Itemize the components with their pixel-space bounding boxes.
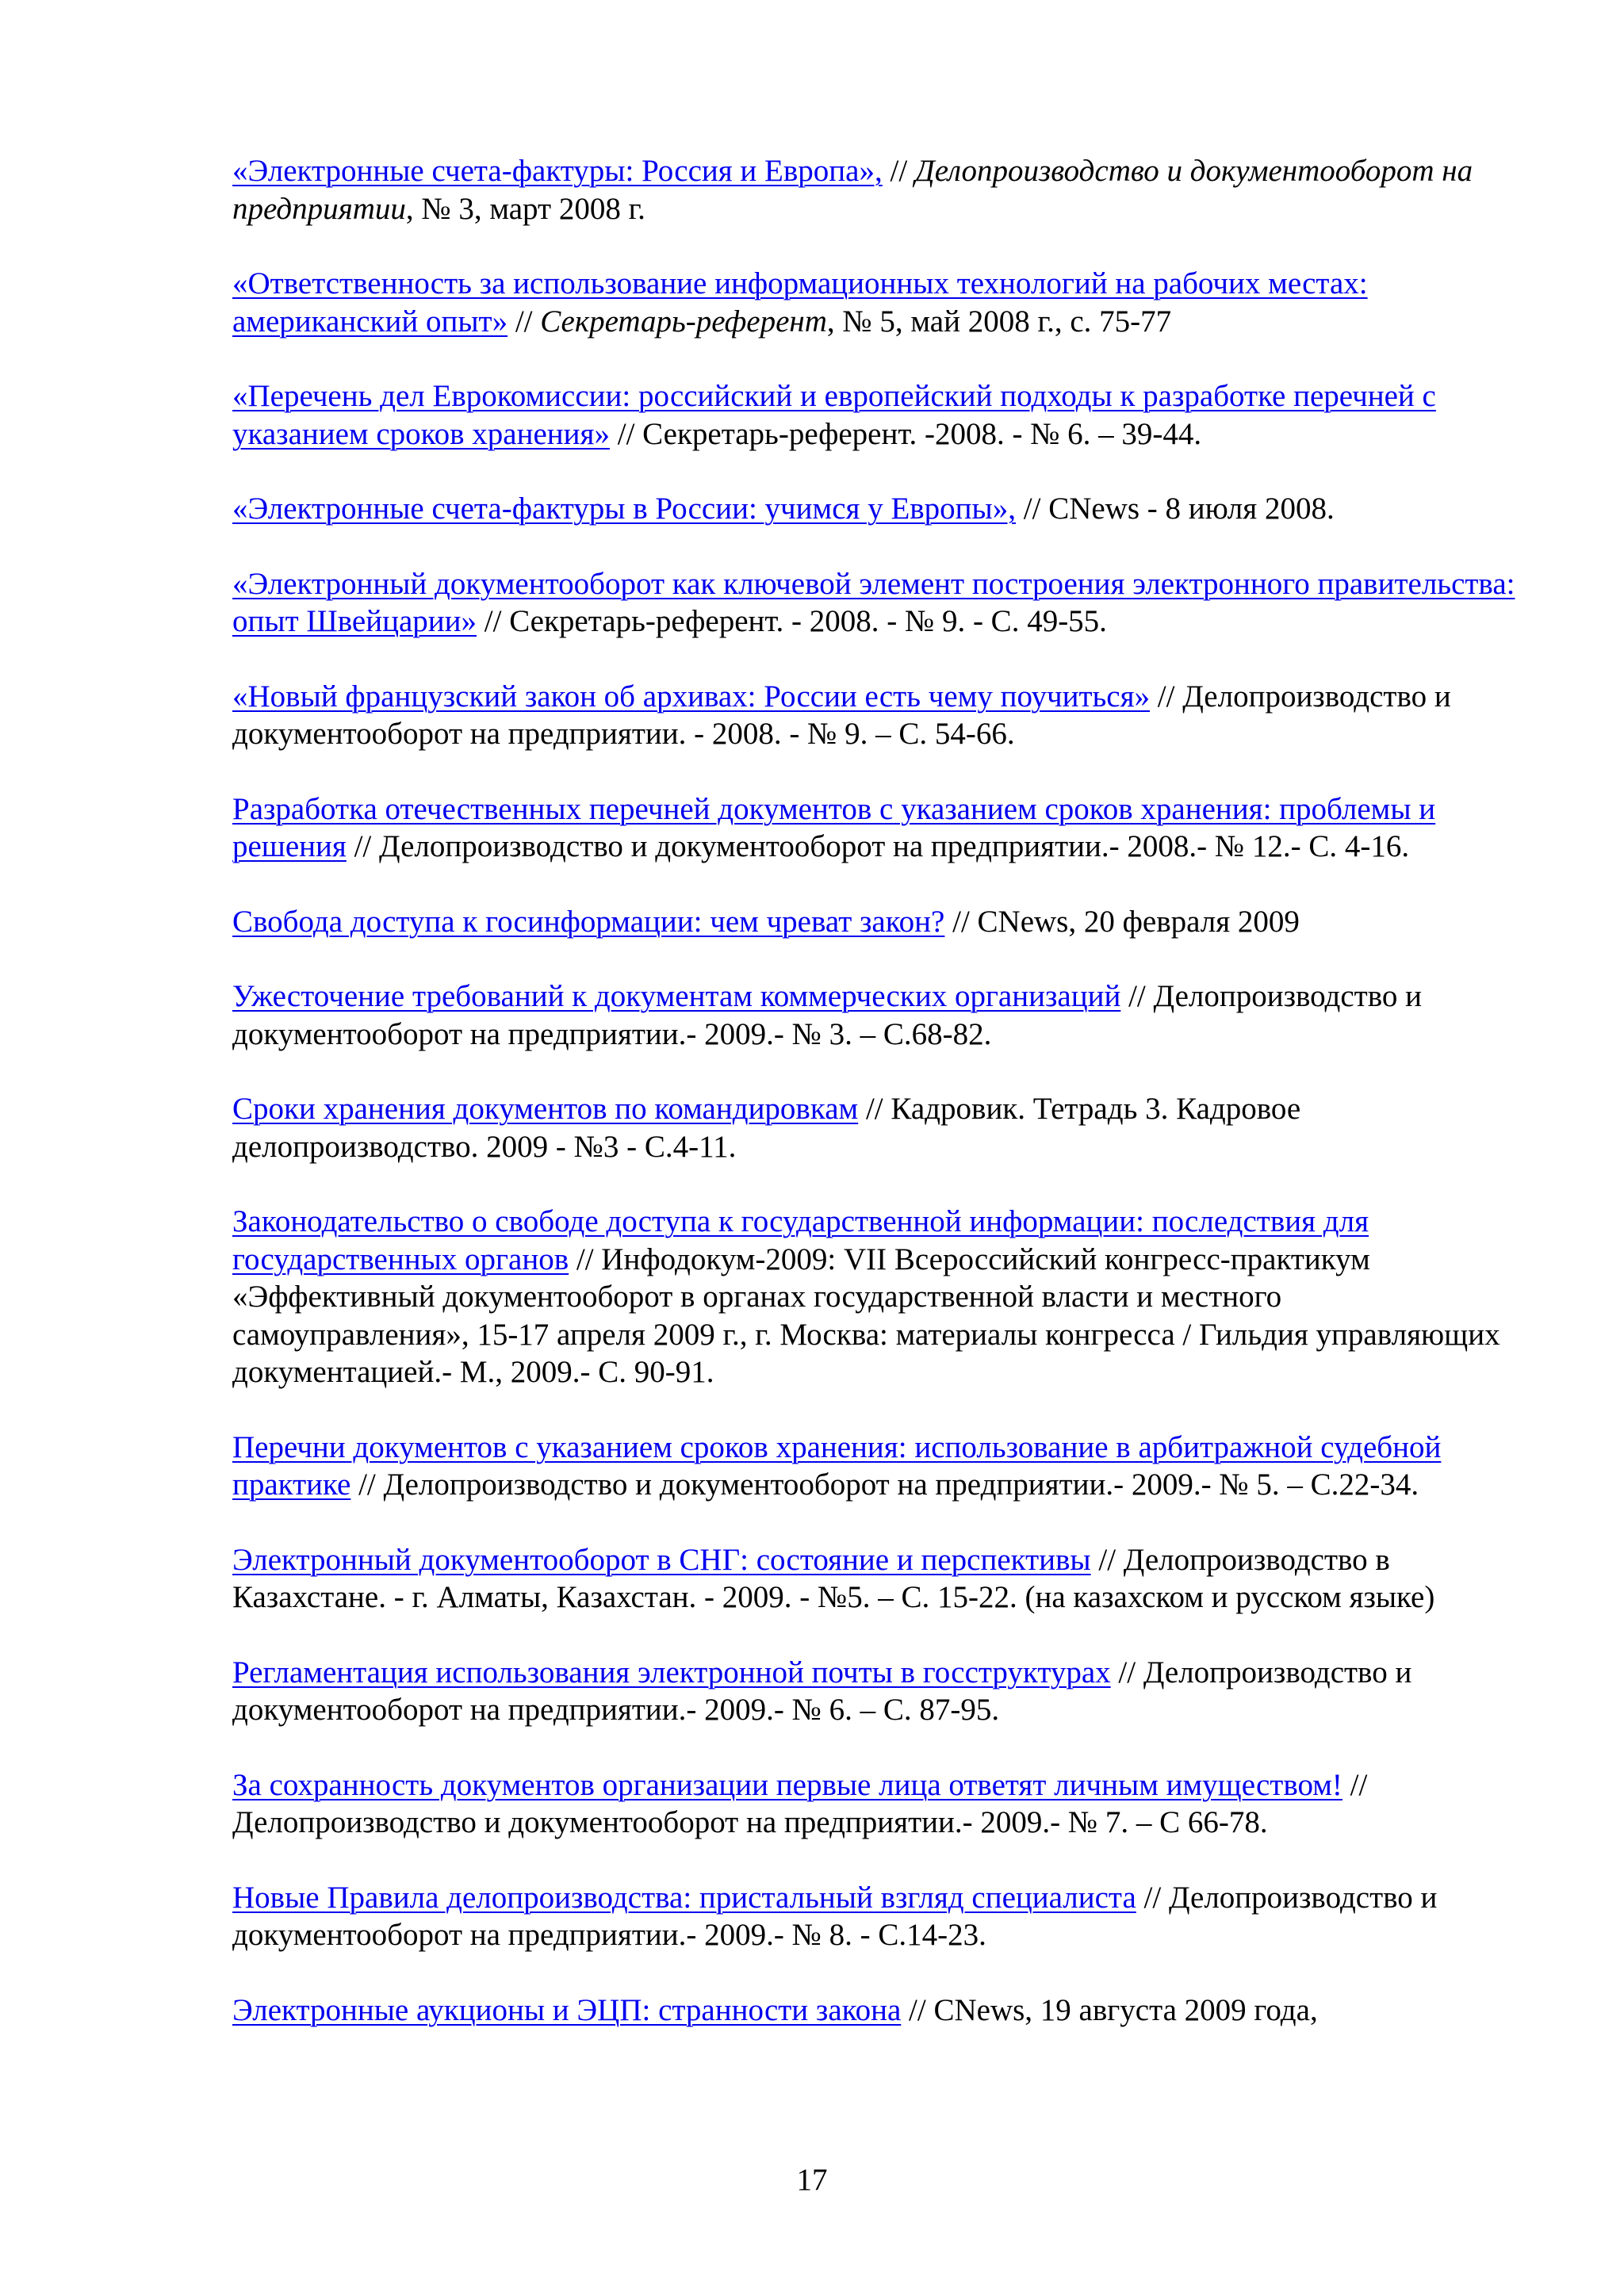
article-link[interactable]: Электронный документооборот в СНГ: состояние и перспективы bbox=[232, 1542, 1091, 1577]
bibliography-entry bbox=[232, 1766, 1517, 1842]
article-link[interactable]: «Электронный документооборот как ключевой элемент построения электронного правительства: опыт Швейцарии» bbox=[232, 566, 1515, 638]
page-number: 17 bbox=[796, 2163, 828, 2197]
separator: // bbox=[882, 154, 915, 188]
citation-details: Инфодокум-2009: VII Всероссийский конгресс-практикум «Эффективный документооборот в органах государственной власти и местного самоуправления», 15-17 апреля 2009 г., г. Москва: материалы конгресса / Гильдия управляющих документацией.- М., 2009.- С. 90-91. bbox=[232, 1242, 1500, 1389]
bibliography-entry bbox=[232, 903, 1517, 941]
separator: // bbox=[1016, 492, 1049, 526]
article-link[interactable]: «Электронные счета-фактуры: Россия и Европа», bbox=[232, 154, 883, 188]
separator: // bbox=[1150, 679, 1183, 714]
bibliography-list bbox=[232, 152, 1517, 2066]
citation-details: CNews, 20 февраля 2009 bbox=[977, 904, 1300, 939]
citation-details: Делопроизводство и документооборот на предприятии.- 2009.- № 8. - С.14-23. bbox=[232, 1880, 1438, 1952]
bibliography-entry bbox=[232, 1541, 1517, 1617]
citation-details: CNews - 8 июля 2008. bbox=[1048, 492, 1335, 526]
bibliography-entry bbox=[232, 1429, 1517, 1504]
article-link[interactable]: «Новый французский закон об архивах: России есть чему поучиться» bbox=[232, 679, 1151, 714]
article-link[interactable]: Электронные аукционы и ЭЦП: странности закона bbox=[232, 1992, 902, 2027]
separator: // bbox=[858, 1092, 891, 1126]
article-link[interactable]: Разработка отечественных перечней документов с указанием сроков хранения: проблемы и решения bbox=[232, 791, 1436, 863]
article-link[interactable]: Перечни документов с указанием сроков хранения: использование в арбитражной судебной практике bbox=[232, 1429, 1442, 1502]
citation-details: Делопроизводство в Казахстане. - г. Алматы, Казахстан. - 2009. - №5. – С. 15-22. (на казахском и русском языке) bbox=[232, 1542, 1435, 1614]
separator: // bbox=[350, 1468, 384, 1502]
separator: // bbox=[609, 416, 643, 451]
bibliography-entry bbox=[232, 678, 1517, 753]
bibliography-entry bbox=[232, 265, 1517, 340]
bibliography-entry bbox=[232, 1992, 1517, 2030]
separator: // bbox=[1120, 979, 1154, 1013]
bibliography-entry bbox=[232, 1090, 1517, 1165]
citation-details: CNews, 19 августа 2009 года, bbox=[933, 1992, 1318, 2027]
article-link[interactable]: Регламентация использования электронной почты в госструктурах bbox=[232, 1655, 1111, 1689]
bibliography-entry bbox=[232, 152, 1517, 228]
bibliography-entry bbox=[232, 1654, 1517, 1729]
separator: // bbox=[346, 829, 380, 863]
citation-details: Делопроизводство и документооборот на предприятии.- 2009.- № 6. – С. 87-95. bbox=[232, 1655, 1412, 1727]
citation-details: Делопроизводство и документооборот на предприятии.- 2009.- № 7. – С 66-78. bbox=[232, 1805, 1268, 1839]
bibliography-entry bbox=[232, 1879, 1517, 1954]
separator: // bbox=[1136, 1880, 1169, 1915]
bibliography-entry bbox=[232, 490, 1517, 528]
bibliography-entry bbox=[232, 790, 1517, 866]
citation-details: Делопроизводство и документооборот на предприятии.- 2009.- № 3. – С.68-82. bbox=[232, 979, 1422, 1051]
citation-details: , № 5, май 2008 г., с. 75-77 bbox=[826, 304, 1172, 339]
article-link[interactable]: Новые Правила делопроизводства: пристальный взгляд специалиста bbox=[232, 1880, 1136, 1915]
separator: // bbox=[569, 1242, 602, 1276]
article-link[interactable]: «Перечень дел Еврокомиссии: российский и европейский подходы к разработке перечней с указанием сроков хранения» bbox=[232, 379, 1436, 451]
article-link[interactable]: Законодательство о свободе доступа к государственной информации: последствия для государственных органов bbox=[232, 1204, 1369, 1276]
separator: // bbox=[1342, 1767, 1368, 1802]
source-title: Секретарь-референт bbox=[540, 304, 827, 339]
separator: // bbox=[1090, 1542, 1124, 1577]
bibliography-entry bbox=[232, 978, 1517, 1053]
citation-details: Делопроизводство и документооборот на предприятии. - 2008. - № 9. – С. 54-66. bbox=[232, 679, 1451, 751]
bibliography-entry bbox=[232, 1203, 1517, 1391]
citation-details: , № 3, март 2008 г. bbox=[405, 191, 645, 226]
article-link[interactable]: «Электронные счета-фактуры в России: учимся у Европы», bbox=[232, 492, 1017, 526]
article-link[interactable]: За сохранность документов организации первые лица ответят личным имуществом! bbox=[232, 1767, 1342, 1802]
citation-details: Секретарь-референт. - 2008. - № 9. - С. 49-55. bbox=[509, 604, 1107, 638]
article-link[interactable]: «Ответственность за использование информационных технологий на рабочих местах: американский опыт» bbox=[232, 266, 1368, 339]
citation-details: Секретарь-референт. -2008. - № 6. – 39-44. bbox=[642, 416, 1202, 451]
bibliography-entry bbox=[232, 565, 1517, 641]
citation-details: Делопроизводство и документооборот на предприятии.- 2009.- № 5. – С.22-34. bbox=[383, 1468, 1419, 1502]
article-link[interactable]: Свобода доступа к госинформации: чем чреват закон? bbox=[232, 904, 945, 939]
citation-details: Делопроизводство и документооборот на предприятии.- 2008.- № 12.- С. 4-16. bbox=[379, 829, 1410, 863]
separator: // bbox=[508, 304, 541, 339]
separator: // bbox=[477, 604, 510, 638]
citation-details: Кадровик. Тетрадь 3. Кадровое делопроизводство. 2009 - №3 - С.4-11. bbox=[232, 1092, 1301, 1164]
separator: // bbox=[1110, 1655, 1143, 1689]
source-title: Делопроизводство и документооборот на предприятии bbox=[232, 154, 1473, 226]
separator: // bbox=[901, 1992, 934, 2027]
article-link[interactable]: Сроки хранения документов по командировкам bbox=[232, 1092, 859, 1126]
bibliography-entry bbox=[232, 377, 1517, 453]
separator: // bbox=[944, 904, 978, 939]
article-link[interactable]: Ужесточение требований к документам коммерческих организаций bbox=[232, 979, 1121, 1013]
